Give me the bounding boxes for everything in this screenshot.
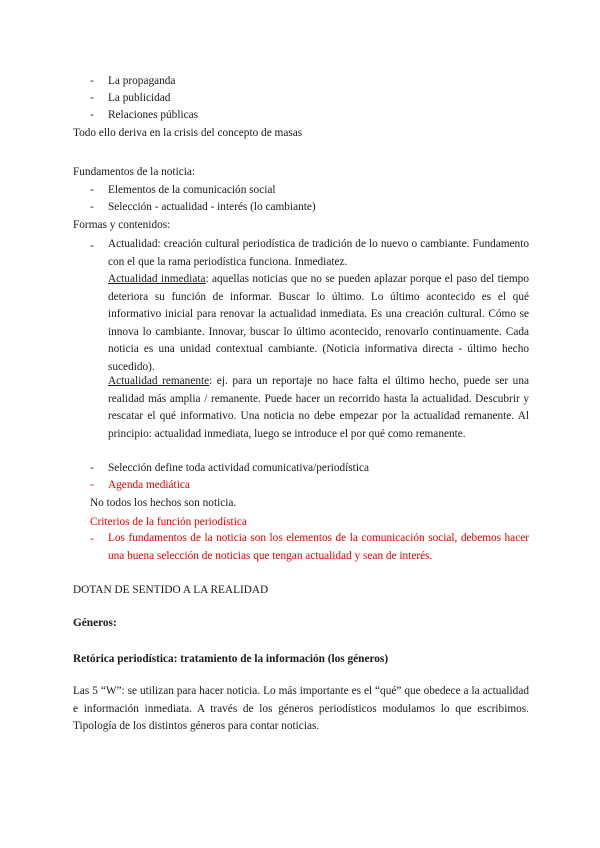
list-item-propaganda: La propaganda [108,75,176,87]
formas-heading: Formas y contenidos: [73,219,171,231]
bullet-dash: - [90,184,94,196]
fundamentos-heading: Fundamentos de la noticia: [73,166,196,178]
seleccion-item: Selección define toda actividad comunicativa/periodística [108,462,369,474]
bullet-dash: - [90,75,94,87]
fundamentos-item-elementos: Elementos de la comunicación social [108,184,276,196]
actualidad-inmediata-text: : aquellas noticias que no se pueden aplazar porque el paso del tiempo deteriora su función de informar. Buscar lo último. Lo último acontecido es el qué informativo inicial para renovar la actualidad inmediata. Es una creación cultural. Cómo se innova lo cambiante. Innovar, buscar lo último acontecido, renovarlo continuamente. Cada noticia es una unidad contextual cambiante. (Noticia informativa directa - último hecho sucedido). [108,273,529,373]
actualidad-remanente-paragraph [108,373,529,443]
list-item-relaciones: Relaciones públicas [108,109,199,121]
no-todos-line: No todos los hechos son noticia. [90,497,237,509]
actualidad-remanente-label: Actualidad remanente [108,375,210,387]
list-item-publicidad: La publicidad [108,92,171,104]
generos-heading: Géneros: [73,617,117,629]
bullet-dash: - [90,479,94,491]
bullet-dash: - [90,201,94,213]
dotan-heading: DOTAN DE SENTIDO A LA REALIDAD [73,584,269,596]
bullet-dash: - [90,92,94,104]
fundamentos-item-seleccion: Selección - actualidad - interés (lo cambiante) [108,201,316,213]
retorica-heading: Retórica periodística: tratamiento de la información (los géneros) [73,653,389,665]
agenda-mediatica-item: Agenda mediática [108,479,190,491]
actualidad-inmediata-label: Actualidad inmediata [108,273,206,285]
criterios-paragraph: Los fundamentos de la noticia son los elementos de la comunicación social, debemos hacer una buena selección de noticias que tengan actualidad y sean de interés. [108,532,529,562]
actualidad-remanente-text: : ej. para un reportaje no hace falta el último hecho, puede ser una realidad más amplia / remanente. Puede hacer un recorrido hasta la actualidad. Descubrir y rescatar el qué informativo. Una noticia no debe empezar por la actualidad remanente. Al principio: actualidad inmediata, luego se introduce el por qué como remanente. [108,375,529,440]
actualidad-paragraph: Actualidad: creación cultural periodística de tradición de lo nuevo o cambiante. Fundamento con el que la rama periodística funciona. Inmediatez. [108,238,529,268]
derive-line: Todo ello deriva en la crisis del concepto de masas [73,127,303,139]
bullet-dash: - [90,462,94,474]
bullet-dash: - [90,533,94,545]
bullet-dash: - [90,240,94,252]
criterios-heading: Criterios de la función periodística [90,516,247,528]
bullet-dash: - [90,109,94,121]
actualidad-inmediata-paragraph [108,271,529,376]
cinco-w-paragraph: Las 5 “W”: se utilizan para hacer noticia. Lo más importante es el “qué” que obedece a la actualidad e información inmediata. A través de los géneros periodísticos modulamos lo que escribimos. Tipología de los distintos géneros para contar noticias. [73,685,529,732]
